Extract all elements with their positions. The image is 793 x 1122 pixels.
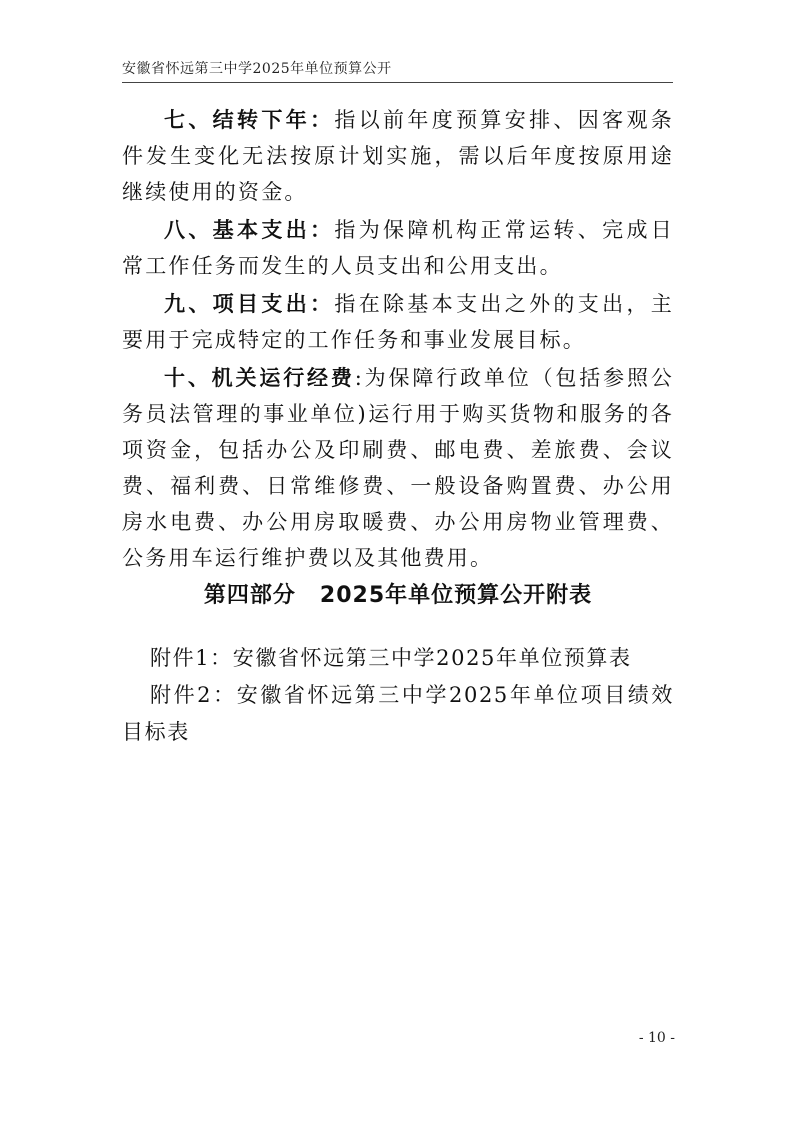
definition-term: 九、项目支出： <box>164 292 335 316</box>
definition-text: 指在除基本支出之外的支出，主要用于完成特定的工作任务和事业发展目标。 <box>122 292 674 352</box>
header-rule <box>122 82 673 83</box>
section-title-text: 2025年单位预算公开附表 <box>319 583 593 608</box>
definition-term: 八、基本支出： <box>164 218 335 242</box>
definition-paragraph-8 <box>122 212 674 284</box>
definition-paragraph-7 <box>122 102 674 210</box>
running-header: 安徽省怀远第三中学2025年单位预算公开 <box>122 61 392 77</box>
definition-term: 十、机关运行经费 <box>164 366 355 390</box>
document-body <box>122 102 674 751</box>
definition-text: 指为保障机构正常运转、完成日常工作任务而发生的人员支出和公用支出。 <box>122 218 674 278</box>
section-heading <box>122 578 674 614</box>
definition-term: 七、结转下年： <box>164 108 335 132</box>
attachment-item: 附件2：安徽省怀远第三中学2025年单位项目绩效目标表 <box>122 683 674 744</box>
definition-paragraph-9 <box>122 286 674 358</box>
page-number: - 10 - <box>638 1030 675 1046</box>
definition-text: :为保障行政单位（包括参照公务员法管理的事业单位)运行用于购买货物和服务的各项资金，包括办公及印刷费、邮电费、差旅费、会议费、福利费、日常维修费、一般设备购置费、办公用房水电费、办公用房取暖费、办公用房物业管理费、公务用车运行维护费以及其他费用。 <box>122 366 674 570</box>
section-part: 第四部分 <box>203 583 296 608</box>
attachment-list <box>122 640 674 751</box>
definition-text: 指以前年度预算安排、因客观条件发生变化无法按原计划实施，需以后年度按原用途继续使用的资金。 <box>122 108 674 204</box>
definition-paragraph-10 <box>122 360 674 576</box>
attachment-item: 附件1：安徽省怀远第三中学2025年单位预算表 <box>150 646 632 670</box>
